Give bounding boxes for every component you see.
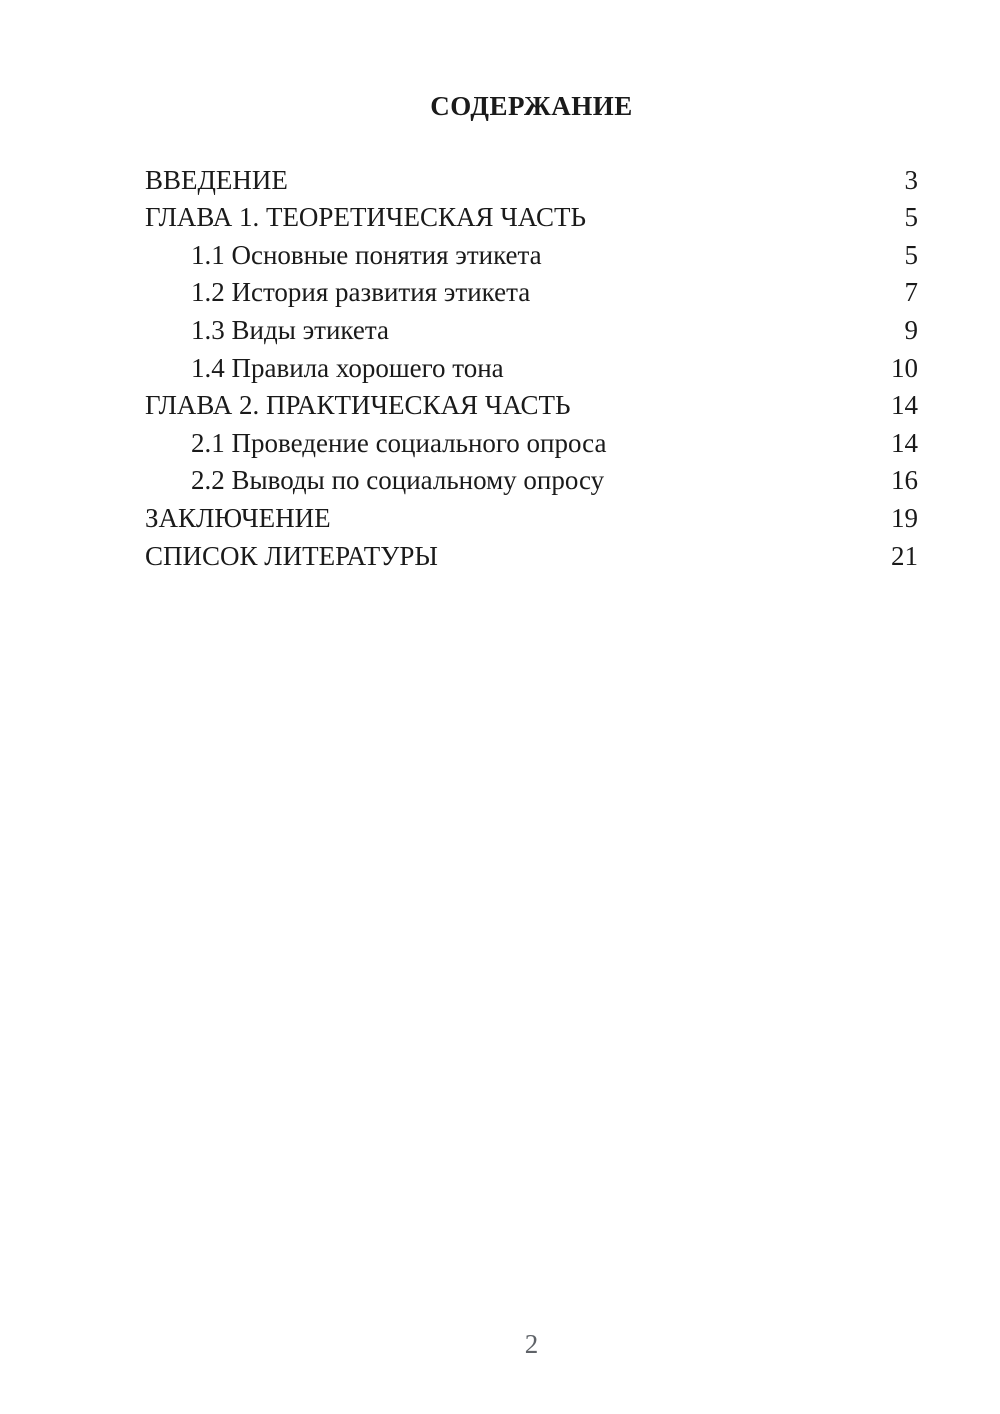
toc-row	[145, 312, 918, 350]
toc-entry-page: 16	[891, 465, 918, 496]
toc-entry-page: 7	[904, 277, 918, 308]
toc-entry-page: 10	[891, 352, 918, 383]
toc-row	[145, 425, 918, 463]
toc-row	[145, 350, 918, 388]
toc-entry-page: 3	[904, 164, 918, 195]
toc-entry-label: 1.1 Основные понятия этикета	[191, 239, 542, 270]
toc-row	[145, 274, 918, 312]
toc-section	[145, 88, 918, 575]
toc-entry-label: ЗАКЛЮЧЕНИЕ	[145, 502, 331, 533]
toc-row	[145, 462, 918, 500]
toc-entry-page: 9	[904, 314, 918, 345]
toc-entry-page: 5	[904, 202, 918, 233]
toc-entry-label: 1.3 Виды этикета	[191, 314, 389, 345]
toc-entry-page: 19	[891, 502, 918, 533]
toc-row	[145, 500, 918, 538]
toc-entry-page: 21	[891, 540, 918, 571]
footer-page-number: 2	[524, 1329, 539, 1359]
toc-entry-label: ВВЕДЕНИЕ	[145, 164, 288, 195]
toc-row	[145, 199, 918, 237]
toc-entry-label: 2.1 Проведение социального опроса	[191, 427, 607, 458]
toc-entry-label: 2.2 Выводы по социальному опросу	[191, 465, 605, 496]
toc-list	[145, 162, 918, 576]
toc-entry-label: ГЛАВА 1. ТЕОРЕТИЧЕСКАЯ ЧАСТЬ	[145, 202, 586, 233]
toc-entry-page: 14	[891, 390, 918, 421]
toc-row	[145, 538, 918, 576]
page-title: СОДЕРЖАНИЕ	[430, 91, 633, 121]
toc-entry-label: СПИСОК ЛИТЕРАТУРЫ	[145, 540, 438, 571]
toc-entry-label: ГЛАВА 2. ПРАКТИЧЕСКАЯ ЧАСТЬ	[145, 390, 571, 421]
toc-row	[145, 237, 918, 275]
toc-row	[145, 162, 918, 200]
toc-row	[145, 387, 918, 425]
toc-entry-label: 1.2 История развития этикета	[191, 277, 531, 308]
toc-entry-label: 1.4 Правила хорошего тона	[191, 352, 504, 383]
toc-entry-page: 14	[891, 427, 918, 458]
toc-entry-page: 5	[904, 239, 918, 270]
